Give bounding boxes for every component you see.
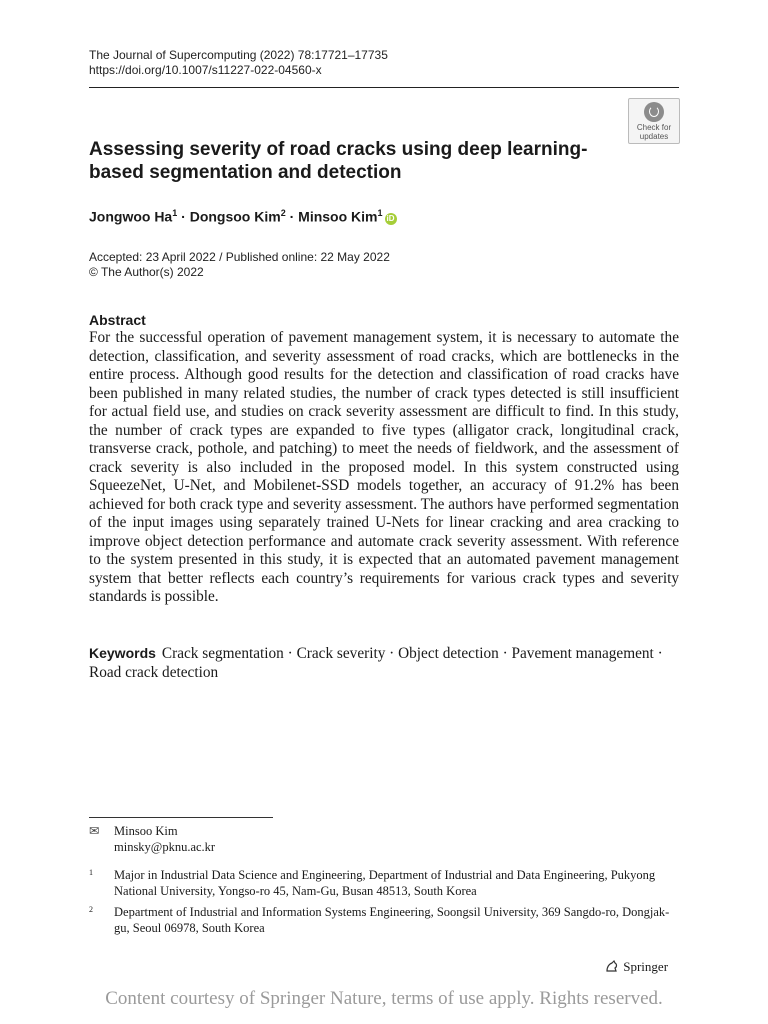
affiliation-text: Department of Industrial and Information Systems Engineering, Soongsil University, 369 Sangdo-ro, Dongjak-gu, Seoul 06978, South Korea <box>114 905 670 935</box>
publisher-name: Springer <box>623 959 669 974</box>
keywords-label: Keywords <box>89 645 156 661</box>
corresponding-name: Minsoo Kim <box>114 824 178 838</box>
author-list <box>89 208 397 225</box>
author-name[interactable]: Dongsoo Kim <box>189 208 281 225</box>
author-affiliation-ref: 1 <box>377 208 383 218</box>
corresponding-email[interactable]: minsky@pknu.ac.kr <box>114 839 216 854</box>
envelope-icon: ✉ <box>89 824 100 838</box>
abstract-heading: Abstract <box>89 312 146 328</box>
badge-line-2: updates <box>639 132 669 141</box>
article-title: Assessing severity of road cracks using deep learning-based segmentation and detection <box>89 139 588 183</box>
affiliation-number: 2 <box>89 905 93 914</box>
author-affiliation-ref: 1 <box>172 208 178 218</box>
author-name[interactable]: Minsoo Kim <box>298 208 378 225</box>
springer-horse-icon <box>604 959 620 973</box>
affiliation-number: 1 <box>89 868 93 877</box>
corresponding-author-details <box>114 824 215 855</box>
refresh-icon <box>644 102 664 122</box>
keywords-text: Crack segmentation · Crack severity · Object detection · Pavement management · Road crack detection <box>89 645 663 681</box>
check-for-updates-badge[interactable] <box>628 98 680 144</box>
header-rule <box>89 87 679 88</box>
author-separator: · <box>285 208 299 225</box>
keywords <box>89 644 679 682</box>
author-separator: · <box>177 208 190 225</box>
author-affiliation-ref: 2 <box>280 208 286 218</box>
badge-line-1: Check for <box>636 123 672 132</box>
author-name[interactable]: Jongwoo Ha <box>89 208 173 225</box>
abstract-text: For the successful operation of pavement management system, it is necessary to automate the detection, classification, and severity assessment of road cracks, which are bottlenecks in the entire process. Although good results for the detection and classification of road cracks have been published in many related studies, the number of crack types detected is still insufficient for actual field use, and studies on crack severity assessment are difficult to find. In this study, the number of crack types are expanded to five types (alligator crack, longitudinal crack, transverse crack, pothole, and patching) to meet the needs of fieldwork, and the assessment of crack severity is also included in the proposed model. In this system constructed using SqueezeNet, U-Net, and Mobilenet-SSD models together, an accuracy of 91.2% has been achieved for both crack type and severity assessment. The authors have performed segmentation of the input images using separately trained U-Nets for linear cracking and area cracking to improve object detection performance and automate crack severity assessment. With reference to the system presented in this study, it is expected that an automated pavement management system that better reflects each country’s requirements for various crack types and severity standards is possible. <box>89 329 679 605</box>
journal-header <box>89 48 388 78</box>
accepted-published-date: Accepted: 23 April 2022 / Published online: 22 May 2022 <box>89 250 390 264</box>
journal-citation: The Journal of Supercomputing (2022) 78:17721–17735 <box>89 48 388 62</box>
publisher-logo <box>604 959 668 975</box>
footnote-rule <box>89 817 273 818</box>
doi-link[interactable]: https://doi.org/10.1007/s11227-022-04560-x <box>89 63 322 77</box>
corresponding-author <box>89 824 105 840</box>
publication-dates <box>89 250 390 280</box>
courtesy-watermark: Content courtesy of Springer Nature, terms of use apply. Rights reserved. <box>105 988 663 1009</box>
orcid-icon[interactable]: iD <box>386 213 395 223</box>
affiliation-text: Major in Industrial Data Science and Engineering, Department of Industrial and Data Engineering, Pukyong National University, Yongso-ro 45, Nam-Gu, Busan 48513, South Korea <box>114 868 656 898</box>
copyright-line: © The Author(s) 2022 <box>89 265 204 279</box>
